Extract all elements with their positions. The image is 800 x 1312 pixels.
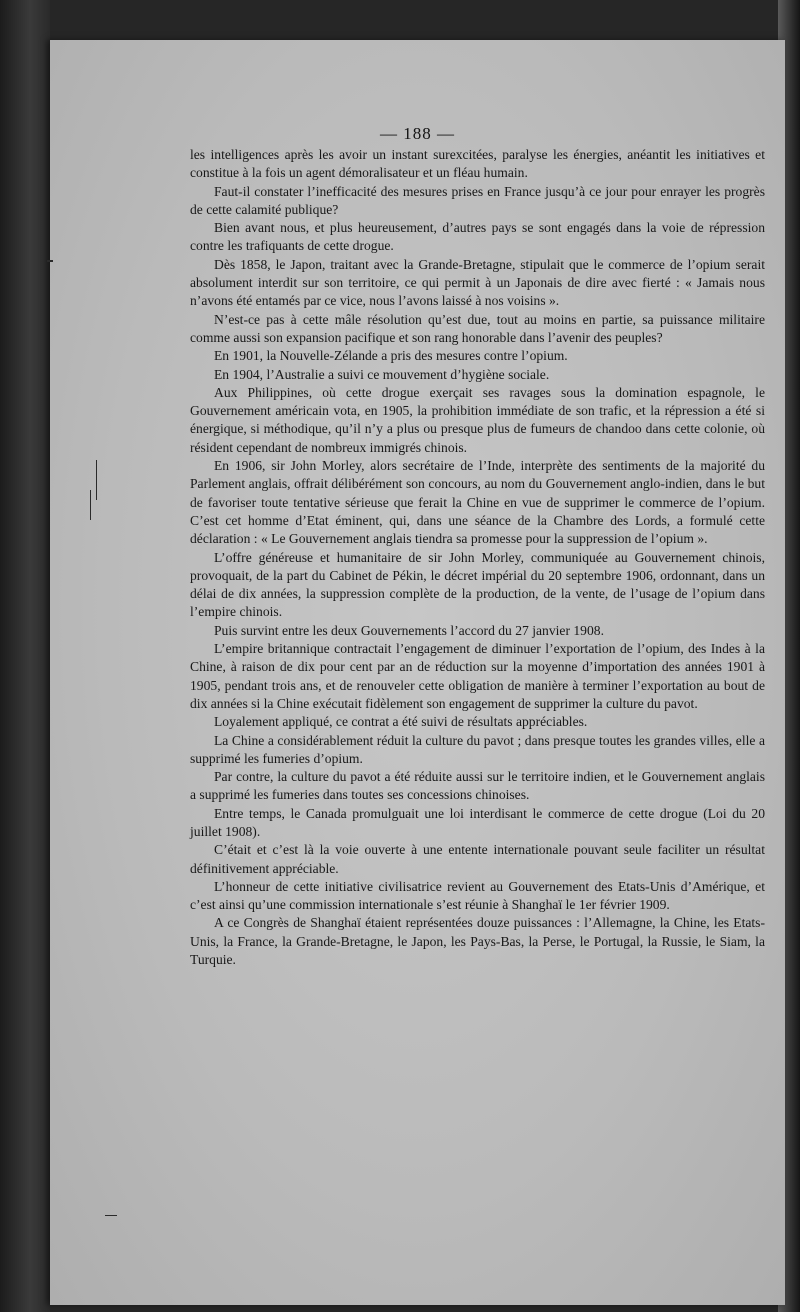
page-number: — 188 — [380, 124, 455, 143]
book-page [50, 40, 785, 1305]
paragraph: La Chine a considérablement réduit la culture du pavot ; dans presque toutes les grandes villes, elle a supprimé les fumeries d’opium. [190, 732, 765, 766]
paragraph: En 1904, l’Australie a suivi ce mouvement d’hygiène sociale. [214, 366, 550, 382]
paragraph: Loyalement appliqué, ce contrat a été suivi de résultats appréciables. [214, 714, 588, 730]
paragraph: Faut-il constater l’inefficacité des mesures prises en France jusqu’à ce jour pour enrayer les progrès de cette calamité publique? [190, 183, 765, 217]
paragraph: les intelligences après les avoir un instant surexcitées, paralyse les énergies, anéantit les initiatives et constitue à la fois un agent démoralisateur et un fléau humain. [190, 147, 765, 181]
paragraph: L’offre généreuse et humanitaire de sir John Morley, communiquée au Gouvernement chinois, provoquait, de la part du Cabinet de Pékin, le décret impérial du 20 septembre 1906, ordonnant, dans un délai de dix années, la suppression complète de la production, de la vente, de l’usage de l’opium dans l’empire chinois. [190, 549, 765, 620]
paragraph: En 1906, sir John Morley, alors secrétaire de l’Inde, interprète des sentiments de la majorité du Parlement anglais, offrait délibérément son concours, au nom du Gouvernement anglo-indien, dans le but de favoriser toute tentative sérieuse que ferait la Chine en vue de supprimer le commerce de l’opium. C’est cet homme d’Etat éminent, qui, dans une séance de la Chambre des Lords, a formulé cette déclaration : « Le Gouvernement anglais tiendra sa promesse pour la suppression de l’opium ». [190, 458, 765, 547]
paragraph: Entre temps, le Canada promulguait une loi interdisant le commerce de cette drogue (Loi du 20 juillet 1908). [190, 805, 765, 839]
paragraph: N’est-ce pas à cette mâle résolution qu’est due, tout au moins en partie, sa puissance militaire comme aussi son expansion pacifique et son rang honorable dans l’avenir des peuples? [190, 311, 765, 345]
paragraph: L’honneur de cette initiative civilisatrice revient au Gouvernement des Etats-Unis d’Amérique, et c’est ainsi qu’une commission internationale s’est réunie à Shanghaï le 1er février 1909. [190, 878, 765, 913]
paragraph: L’empire britannique contractait l’engagement de diminuer l’exportation de l’opium, des Indes à la Chine, à raison de dix pour cent par an de réduction sur la moyenne d’importation des années 1901 à 1905, pendant trois ans, et de renouveler cette obligation de manière à terminer l’exportation au bout de dix années si la Chine exécutait fidèlement son engagement de supprimer la culture du pavot. [190, 641, 765, 711]
paragraph: En 1901, la Nouvelle-Zélande a pris des mesures contre l’opium. [214, 348, 568, 364]
scan-border-left [0, 0, 50, 1312]
margin-mark [105, 1215, 117, 1216]
paragraph: C’était et c’est là la voie ouverte à une entente internationale pouvant seule faciliter un résultat définitivement appréciable. [190, 842, 765, 876]
margin-mark [47, 260, 53, 262]
paragraph: Aux Philippines, où cette drogue exerçait ses ravages sous la domination espagnole, le Gouvernement américain vota, en 1905, la prohibition immédiate de son trafic, et la répression a été si énergique, si méthodique, qu’il n’y a plus ou presque plus de fumeurs de chandoo dans cette colonie, où résident cependant de nombreux immigrés chinois. [190, 384, 765, 455]
paragraph: Dès 1858, le Japon, traitant avec la Grande-Bretagne, stipulait que le commerce de l’opium serait absolument interdit sur son territoire, ce qui permit à un Japonais de dire avec fierté : « Jamais nous n’avons été entamés par ce vice, nous l’avons laissé à nos voisins ». [190, 256, 765, 309]
margin-mark [96, 460, 97, 500]
paragraph: Puis survint entre les deux Gouvernements l’accord du 27 janvier 1908. [214, 622, 604, 638]
paragraph: Bien avant nous, et plus heureusement, d’autres pays se sont engagés dans la voie de répression contre les trafiquants de cette drogue. [190, 220, 765, 254]
paragraph: Par contre, la culture du pavot a été réduite aussi sur le territoire indien, et le Gouvernement anglais a supprimé les fumeries dans toutes ses concessions chinoises. [190, 769, 765, 803]
page-text [190, 146, 765, 969]
paragraph: A ce Congrès de Shanghaï étaient représentées douze puissances : l’Allemagne, la Chine, les Etats-Unis, la France, la Grande-Bretagne, le Japon, les Pays-Bas, la Perse, le Portugal, la Russie, le Siam, la Turquie. [190, 915, 765, 968]
margin-mark [90, 490, 91, 520]
